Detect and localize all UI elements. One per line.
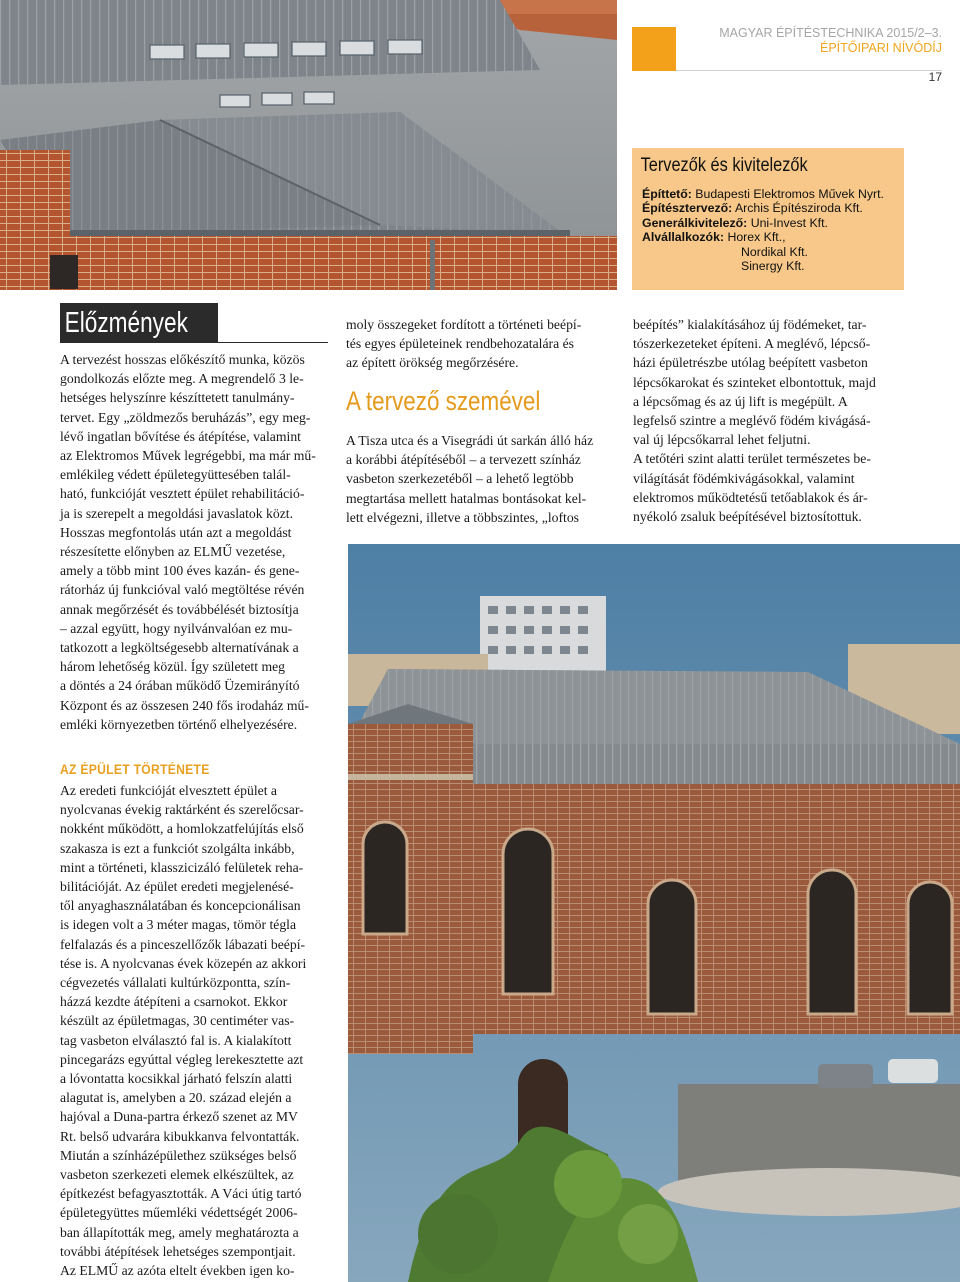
text-line: annak megőrzését és továbbélését biztosítja xyxy=(60,601,299,617)
history-text xyxy=(60,781,328,1280)
subheading: AZ ÉPÜLET TÖRTÉNETE xyxy=(60,762,210,777)
text-line: A tervezést hosszas előkészítő munka, közös xyxy=(60,352,305,367)
credit-row: Generálkivitelező: Uni-Invest Kft. xyxy=(642,215,828,230)
text-line: is idegen volt a 3 méter magas, tömör tégla xyxy=(60,917,297,933)
text-line: ható, funkcióját vesztett épület rehabilitáció- xyxy=(60,486,305,502)
credit-row: Alvállalkozók: Horex Kft., xyxy=(642,230,786,245)
credit-row: Építtető: Budapesti Elektromos Művek Nyrt. xyxy=(642,187,884,201)
text-line: tag vasbeton elválasztó fal is. A kialakított xyxy=(60,1032,292,1048)
text-line: elektromos működtetésű tetőablakok és ár- xyxy=(633,489,868,505)
text-line: től anyaghasználatában és koncepcionálisan xyxy=(60,898,301,914)
text-line: nokként működött, a homlokzatfelújítás első xyxy=(60,821,304,837)
text-line: világítását födémkivágásokkal, valamint xyxy=(633,470,855,486)
text-line: három lehetőség közül. Így született meg xyxy=(60,659,286,675)
text-line: részesítette előnyben az ELMŰ vezetése, xyxy=(60,544,286,560)
paragraph xyxy=(633,315,903,526)
credit-row: Építésztervező: Archis Építésziroda Kft. xyxy=(642,201,863,216)
text-line: – azzal együtt, hogy nyilvánvalóan ez mu- xyxy=(60,620,293,636)
text-line: lévő ingatlan bővítése és átépítése, valamint xyxy=(60,428,301,444)
credits-title: Tervezők és kivitelezők xyxy=(640,155,808,176)
text-line: vasbeton szerkezeti elemek elkészültek, az xyxy=(60,1167,294,1183)
page-number: 17 xyxy=(928,70,942,84)
col3-text xyxy=(633,315,903,526)
section-heading: Előzmények xyxy=(64,307,188,339)
text-line: Az ELMŰ az azóta eltelt években igen ko- xyxy=(60,1263,295,1279)
paragraph xyxy=(60,350,328,734)
paragraph xyxy=(60,781,328,1280)
magazine-title: MAGYAR ÉPÍTÉSTECHNIKA 2015/2–3. xyxy=(719,26,942,40)
text-line: bilitációját. Az épület eredeti megjelenésé- xyxy=(60,879,294,895)
text-line: nyolcvanas évekig raktárként és szerelőcsar- xyxy=(60,802,304,818)
text-line: nyékoló zsaluk beépítésével biztosítottuk. xyxy=(633,509,862,525)
text-line: házzá kezdte átépíteni a csarnokot. Ekkor xyxy=(60,994,288,1010)
building-photo xyxy=(348,544,960,1282)
designer-heading: A tervező szemével xyxy=(346,386,541,416)
text-line: Központ és az összesen 240 fős irodaház mű- xyxy=(60,697,309,713)
text-line: emlékileg védett épületegyüttesében talál- xyxy=(60,467,291,483)
paragraph xyxy=(346,431,616,527)
text-line: Miután a színházépülethez szükséges belső xyxy=(60,1147,297,1163)
text-line: Az eredeti funkcióját elvesztett épület a xyxy=(60,783,277,798)
text-line: szakasza is ezt a funkciót szolgálta inkább, xyxy=(60,840,295,856)
text-line: A Tisza utca és a Visegrádi út sarkán álló ház xyxy=(346,433,594,448)
text-line: építkezést befagyasztották. A Váci útig tartó xyxy=(60,1186,302,1202)
text-line: A tetőtéri szint alatti terület természetes be- xyxy=(633,451,871,467)
text-line: val új lépcsőkarral lehet feljutni. xyxy=(633,432,811,448)
text-line: az épített örökség megőrzésére. xyxy=(346,355,519,371)
text-line: tatkozott a legköltségesebb alternatívának a xyxy=(60,640,299,656)
text-line: a korábbi átépítéséből – a tervezett színház xyxy=(346,452,581,468)
text-line: tószerkezeteket építeni. A meglévő, lépcső- xyxy=(633,336,871,352)
text-line: tés egyes épületeinek rendbehozatalára és xyxy=(346,336,575,352)
credit-row-extra: Sinergy Kft. xyxy=(741,259,805,274)
text-line: tése is. A nyolcvanas évek közepén az akkori xyxy=(60,955,307,971)
text-line: felfalazás és a pinceszellőzők lábazati beépí- xyxy=(60,936,306,952)
credits-box xyxy=(632,148,904,290)
col2-text xyxy=(346,315,616,373)
text-line: cégvezetés vállalati kultúrközpontta, szín- xyxy=(60,975,291,991)
text-line: vasbeton szerkezetéből – a lehető legtöbb xyxy=(346,471,574,487)
text-line: megtartása mellett hatalmas bontásokat kel- xyxy=(346,490,587,506)
text-line: mint a történeti, klasszicizáló felületek reha- xyxy=(60,859,304,875)
heading-rule xyxy=(218,342,328,343)
text-line: a lóvontatta kocsikkal járható felszín alatti xyxy=(60,1071,293,1087)
text-line: további átépítések lehetséges szempontjait. xyxy=(60,1243,296,1259)
credit-row-extra: Nordikal Kft. xyxy=(741,244,808,259)
text-line: épületegyüttes műemléki védettségét 2006- xyxy=(60,1205,298,1221)
text-line: legfelső szintre a meglévő födém kivágásá- xyxy=(633,413,871,429)
text-line: a lépcsőmag és az új lift is megépült. A xyxy=(633,393,848,409)
text-line: pincegarázs egyúttal végleg lerekesztette azt xyxy=(60,1051,304,1067)
text-line: lépcsőkarokat és szinteket elbontottuk, majd xyxy=(633,374,876,390)
text-line: ja is szerepelt a megoldási javaslatok közt. xyxy=(60,505,293,521)
paragraph xyxy=(346,315,616,373)
roof-photo xyxy=(0,0,617,290)
text-line: alagutat is, amelyben a 20. század elején a xyxy=(60,1090,292,1106)
section-heading-box xyxy=(60,303,218,343)
text-line: moly összegeket fordított a történeti beépí- xyxy=(346,317,582,332)
text-line: hetséges helyszínre készíttetett tanulmány- xyxy=(60,390,295,406)
section-title: ÉPÍTŐIPARI NÍVÓDÍJ xyxy=(819,41,942,55)
text-line: lett elvégezni, illetve a többszintes, „loftos xyxy=(346,509,579,525)
text-line: tervet. Egy „zöldmezős beruházás”, egy meg- xyxy=(60,409,311,425)
text-line: házi épületrészbe utólag beépített vasbeton xyxy=(633,355,868,371)
text-line: beépítés” kialakításához új födémeket, tar- xyxy=(633,317,867,332)
text-line: emléki környezetben történő elhelyezésére. xyxy=(60,716,298,732)
text-line: az Elektromos Művek legrégebbi, ma már mű- xyxy=(60,448,316,464)
text-line: a döntés a 24 órában működő Üzemirányító xyxy=(60,678,300,694)
intro-text xyxy=(60,350,328,734)
text-line: ban állapították meg, amely meghatározta a xyxy=(60,1224,299,1240)
running-header xyxy=(640,26,942,85)
text-line: Hosszas megfontolás után azt a megoldást xyxy=(60,524,292,540)
text-line: rátorház új funkcióval való megtöltése révén xyxy=(60,582,305,598)
text-line: amely a több mint 100 éves kazán- és gene- xyxy=(60,563,300,579)
text-line: hajóval a Duna-partra érkező szenet az MV xyxy=(60,1109,298,1125)
text-line: Rt. belső udvarára kibukkanva felvontatták. xyxy=(60,1128,300,1144)
text-line: készült az épületmagas, 30 centiméter vas- xyxy=(60,1013,295,1029)
text-line: gondolkozás előzte meg. A megrendelő 3 le- xyxy=(60,371,304,387)
col2-text-b xyxy=(346,431,616,527)
